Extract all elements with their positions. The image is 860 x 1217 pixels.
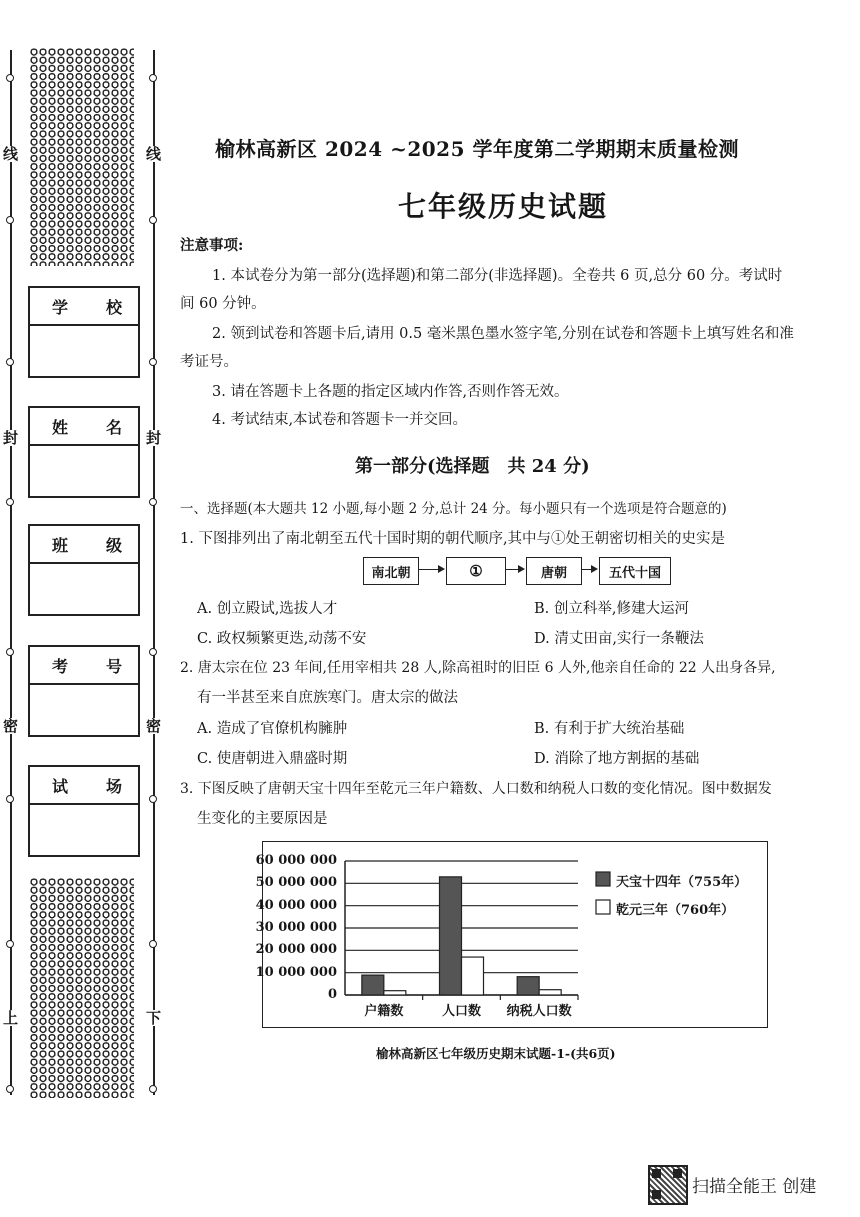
notice-item-1: 1. 本试卷分为第一部分(选择题)和第二部分(非选择题)。全卷共 6 页,总分 60 分。考试时 [212,268,783,284]
side-char-xian-right: 线 [146,145,162,163]
chart-y-tick-label: 10 000 000 [255,964,337,980]
notice-item-2-cont: 考证号。 [180,354,238,370]
exam-subtitle: 七年级历史试题 [398,190,609,223]
exam-title: 榆林高新区 2024 ~2025 学年度第二学期期末质量检测 [215,137,739,161]
field-label-b: 校 [105,297,122,317]
question-3-stem-cont: 生变化的主要原因是 [197,811,328,827]
notice-item-4: 4. 考试结束,本试卷和答题卡一并交回。 [212,412,468,428]
chart-bar [384,991,406,995]
field-label-b: 级 [105,535,122,555]
section-title: 第一部分(选择题 共 24 分) [355,456,590,477]
chart-x-tick-label: 人口数 [441,1004,482,1019]
question-2-stem-cont: 有一半甚至来自庶族寒门。唐太宗的做法 [197,690,458,706]
question-3-stem: 3. 下图反映了唐朝天宝十四年至乾元三年户籍数、人口数和纳税人口数的变化情况。图中数据发 [180,781,772,797]
question-1-option-d[interactable]: D. 清丈田亩,实行一条鞭法 [534,631,704,647]
side-char-xian-left: 线 [3,145,19,163]
field-label-a: 姓 [52,417,69,437]
field-label-a: 试 [52,776,69,796]
side-char-mi-right: 密 [146,717,162,735]
flow-box: ① [446,557,506,585]
legend-swatch [596,872,610,886]
chart-bar [440,877,462,995]
flow-box: 五代十国 [599,557,671,585]
field-label-a: 考 [52,656,69,676]
side-char-feng-left: 封 [3,429,19,447]
chart-x-tick-label: 户籍数 [364,1004,404,1019]
legend-label: 天宝十四年（755年） [616,875,748,890]
question-2-option-d[interactable]: D. 消除了地方割据的基础 [534,751,700,767]
question-2-stem: 2. 唐太宗在位 23 年间,任用宰相共 28 人,除高祖时的旧臣 6 人外,他亲自任命的 22 人出身各异, [180,660,776,676]
chart-bar [539,990,561,995]
question-2-option-a[interactable]: A. 造成了官僚机构臃肿 [197,721,348,737]
chart-bar [362,975,384,995]
chart-x-tick-label: 纳税人口数 [506,1004,572,1019]
side-char-shang: 上 [3,1009,19,1027]
chart-y-tick-label: 0 [327,987,337,1002]
chart-y-tick-label: 50 000 000 [255,875,337,891]
page-footer: 榆林高新区七年级历史期末试题-1-(共6页) [376,1046,616,1061]
chart-bar [517,977,539,995]
side-char-xia: 下 [146,1009,162,1027]
question-1-option-b[interactable]: B. 创立科举,修建大运河 [534,601,689,617]
field-label-a: 班 [52,535,69,555]
notice-heading: 注意事项: [180,237,244,254]
legend-swatch [596,900,610,914]
field-label-b: 场 [105,776,122,796]
chart-y-tick-label: 30 000 000 [255,920,337,935]
flow-box: 唐朝 [526,557,582,585]
field-label-a: 学 [52,297,69,317]
chart-y-tick-label: 60 000 000 [255,853,337,868]
question-2-option-c[interactable]: C. 使唐朝进入鼎盛时期 [197,751,348,767]
section-instructions: 一、选择题(本大题共 12 小题,每小题 2 分,总计 24 分。每小题只有一个选项是符合题意的) [180,501,727,517]
notice-item-3: 3. 请在答题卡上各题的指定区域内作答,否则作答无效。 [212,384,569,400]
qr-code-icon [648,1165,688,1205]
field-label-b: 名 [105,417,122,437]
flow-box: 南北朝 [363,557,419,585]
notice-item-1-cont: 间 60 分钟。 [180,296,266,312]
question-1-option-c[interactable]: C. 政权频繁更迭,动荡不安 [197,631,367,647]
chart-bar [462,957,484,995]
legend-label: 乾元三年（760年） [616,903,735,918]
side-char-mi-left: 密 [3,717,19,735]
chart-y-tick-label: 40 000 000 [255,897,337,913]
side-char-feng-right: 封 [146,429,162,447]
chart-y-tick-label: 20 000 000 [255,942,337,958]
question-1-option-a[interactable]: A. 创立殿试,选拔人才 [197,601,338,617]
notice-item-2: 2. 领到试卷和答题卡后,请用 0.5 毫米黑色墨水签字笔,分别在试卷和答题卡上填写姓名和准 [212,326,794,342]
question-2-option-b[interactable]: B. 有利于扩大统治基础 [534,721,685,737]
question-1-stem: 1. 下图排列出了南北朝至五代十国时期的朝代顺序,其中与①处王朝密切相关的史实是 [180,531,726,547]
scanner-watermark: 扫描全能王 创建 [692,1177,817,1197]
field-label-b: 号 [105,656,122,676]
